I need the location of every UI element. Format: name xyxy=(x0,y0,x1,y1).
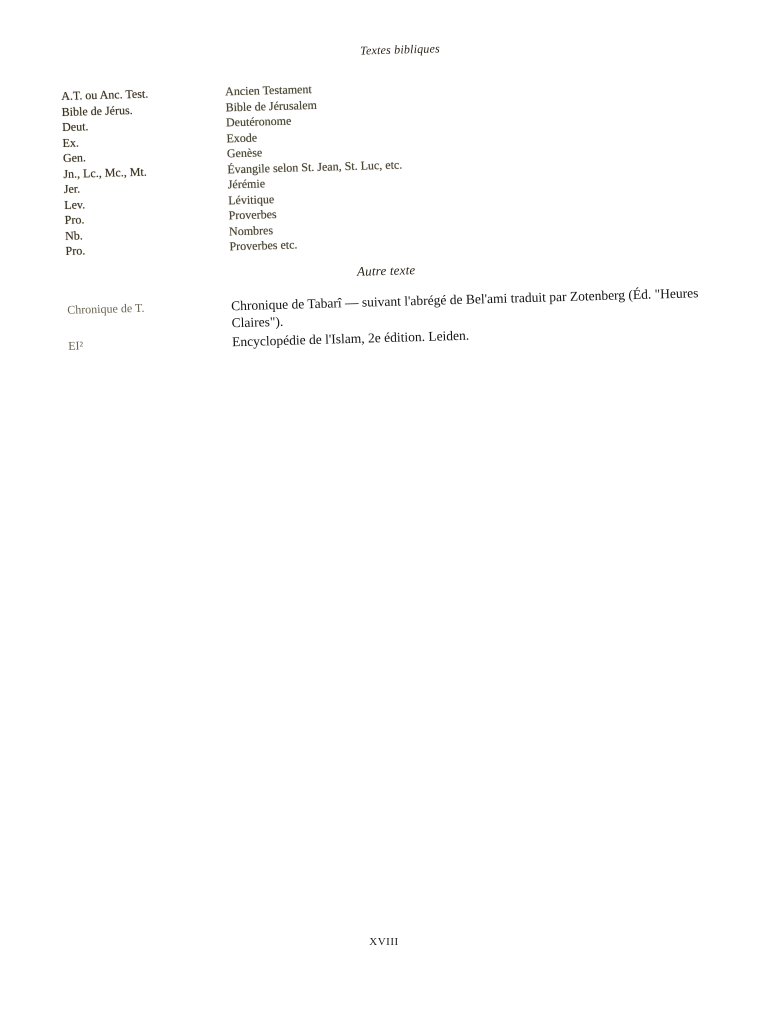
abbreviation-expansion: Encyclopédie de l'Islam, 2e édition. Leiden. xyxy=(231,327,470,349)
abbreviation-expansion: Proverbes etc. xyxy=(229,237,298,254)
abbreviation: A.T. ou Anc. Test. xyxy=(61,86,149,103)
abbreviation: Bible de Jérus. xyxy=(61,102,133,119)
abbreviation: EI² xyxy=(67,337,84,353)
abbreviation: Pro. xyxy=(64,212,85,227)
abbreviation-expansion: Deutéronome xyxy=(225,113,292,130)
abbreviation: Gen. xyxy=(62,150,87,165)
abbreviation: Lev. xyxy=(64,196,86,212)
abbreviation-expansion: Chronique de Tabarî — suivant l'abrégé de Bel'ami traduit par Zotenberg (Éd. "Heures Claires"). xyxy=(230,284,699,330)
biblical-texts-list xyxy=(61,71,706,259)
other-texts-list xyxy=(67,284,708,355)
abbreviation-expansion: Ancien Testament xyxy=(224,81,312,99)
page-number: XVIII xyxy=(369,936,399,948)
abbreviation-expansion: Exode xyxy=(226,130,258,145)
abbreviation: Jer. xyxy=(63,181,81,196)
abbreviation: Chronique de T. xyxy=(66,300,145,317)
abbreviation-expansion: Genèse xyxy=(226,145,263,161)
abbreviation: Jn., Lc., Mc., Mt. xyxy=(63,164,147,181)
abbreviation-expansion: Jérémie xyxy=(227,176,266,192)
abbreviation: Pro. xyxy=(65,243,86,258)
abbreviation-expansion: Évangile selon St. Jean, St. Luc, etc. xyxy=(227,156,403,176)
abbreviations-block xyxy=(60,34,708,354)
abbreviation-expansion: Proverbes xyxy=(228,207,277,223)
section-heading-biblical: Textes bibliques xyxy=(359,41,441,58)
abbreviation: Ex. xyxy=(62,135,80,150)
abbreviation: Nb. xyxy=(64,227,83,243)
section-heading-other: Autre texte xyxy=(356,261,416,279)
abbreviation-expansion: Nombres xyxy=(228,222,274,238)
abbreviation: Deut. xyxy=(61,119,89,134)
abbreviation-expansion: Bible de Jérusalem xyxy=(225,97,318,114)
abbreviation-expansion: Lévitique xyxy=(227,191,275,207)
